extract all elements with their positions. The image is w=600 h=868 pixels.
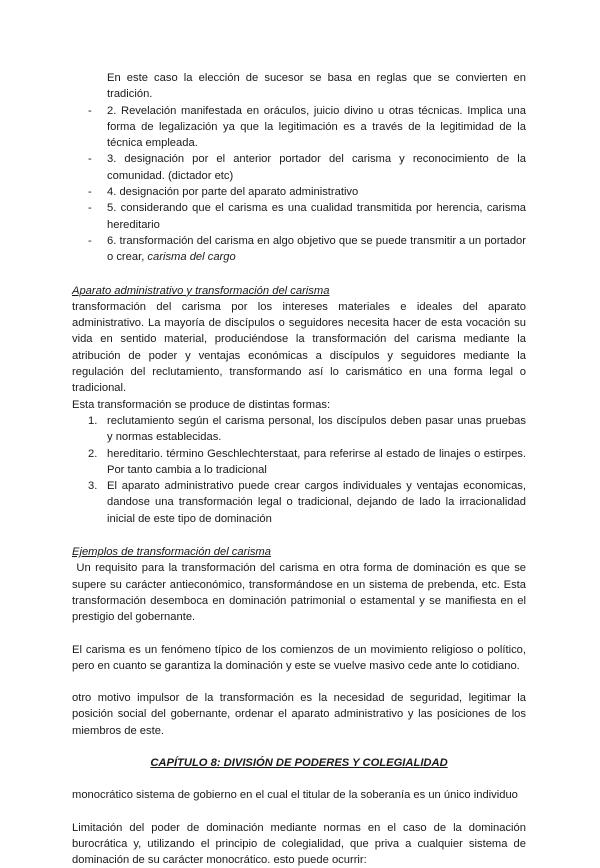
section-heading-ejemplos: Ejemplos de transformación del carisma bbox=[72, 546, 271, 559]
dash-bullet: - bbox=[88, 104, 92, 117]
list-item bbox=[72, 413, 526, 446]
section-heading-aparato: Aparato administrativo y transformación del carisma bbox=[72, 284, 330, 297]
list-item bbox=[72, 478, 526, 527]
dash-bullet: - bbox=[88, 186, 92, 199]
list-item-text: 4. designación por parte del aparato administrativo bbox=[107, 186, 359, 199]
list-item bbox=[72, 103, 526, 152]
section-paragraph: transformación del carisma por los intereses materiales e ideales del aparato administrativo. La mayoría de discípulos o seguidores necesita hacer de esta vocación su vida en sentido material, produciéndose la transformación del carisma mediante la atribución de poder y ventajas económicas a discípulos y seguidores mediante la regulación del reclutamiento, transformando así lo carismático en una forma legal o tradicional. bbox=[72, 300, 526, 395]
list-item-text: El aparato administrativo puede crear cargos individuales y ventajas economicas, dandose una transformación legal o tradicional, dejando de lado la irracionalidad inicial de este tipo de dominación bbox=[107, 480, 526, 525]
section-lead: Esta transformación se produce de distintas formas: bbox=[72, 398, 331, 411]
list-item-text: 3. designación por el anterior portador del carisma y reconocimiento de la comunidad. (dictador etc) bbox=[107, 153, 526, 182]
list-item bbox=[72, 151, 526, 184]
list-item-text: 6. transformación del carisma en algo objetivo que se puede transmitir a un portador o crear, bbox=[107, 234, 526, 264]
chapter-title: CAPÍTULO 8: DIVISIÓN DE PODERES Y COLEGIALIDAD bbox=[150, 756, 448, 769]
document-page bbox=[72, 70, 530, 868]
list-item-italic: carisma del cargo bbox=[147, 251, 236, 264]
list-item bbox=[72, 446, 526, 479]
transformation-list bbox=[72, 413, 526, 527]
list-item-text: hereditario. término Geschlechterstaat, para referirse al estado de linajes o estirpes. Por tanto cambia a lo tradicional bbox=[107, 447, 526, 476]
list-number: 3. bbox=[88, 480, 98, 493]
section-paragraph: El carisma es un fenómeno típico de los comienzos de un movimiento religioso o político, pero en cuanto se garantiza la dominación y este se vuelve masivo cede ante lo cotidiano. bbox=[72, 643, 526, 672]
list-item-text: reclutamiento según el carisma personal, los discípulos deben pasar unas pruebas y normas establecidas. bbox=[107, 414, 526, 444]
chapter-paragraph: monocrático sistema de gobierno en el cual el titular de la soberanía es un único individuo bbox=[72, 789, 518, 802]
list-item-text: 5. considerando que el carisma es una cualidad transmitida por herencia, carisma hereditario bbox=[107, 202, 526, 231]
dash-bullet: - bbox=[88, 234, 92, 247]
dash-bullet: - bbox=[88, 153, 92, 166]
list-number: 2. bbox=[88, 447, 98, 460]
chapter-paragraph: Limitación del poder de dominación mediante normas en el caso de la dominación burocrática y, utilizando el principio de colegialidad, que priva a cualquier sistema de dominación de su carácter monocrático. esto puede ocurrir: bbox=[72, 821, 526, 867]
list-item bbox=[72, 200, 526, 233]
list-item-text: 2. Revelación manifestada en oráculos, juicio divino u otras técnicas. Implica una forma de legalización ya que la legitimación es a través de la legitimidad de la técnica empleada. bbox=[107, 104, 526, 150]
list-item bbox=[72, 233, 526, 266]
list-number: 1. bbox=[88, 414, 98, 427]
list-item bbox=[72, 184, 526, 200]
intro-line: En este caso la elección de sucesor se basa en reglas que se convierten en tradición. bbox=[107, 72, 526, 101]
succession-list bbox=[72, 103, 526, 266]
section-paragraph: Un requisito para la transformación del carisma en otra forma de dominación es que se supere su carácter antieconómico, transformándose en un sistema de prebenda, etc. Esta transformación desemboca en dominación patrimonial o estamental y se manifiesta en el prestigio del gobernante. bbox=[72, 562, 530, 624]
dash-bullet: - bbox=[88, 202, 92, 215]
section-paragraph: otro motivo impulsor de la transformación es la necesidad de seguridad, legitimar la posición social del gobernante, ordenar el aparato administrativo y las posiciones de los miembros de este. bbox=[72, 692, 526, 737]
